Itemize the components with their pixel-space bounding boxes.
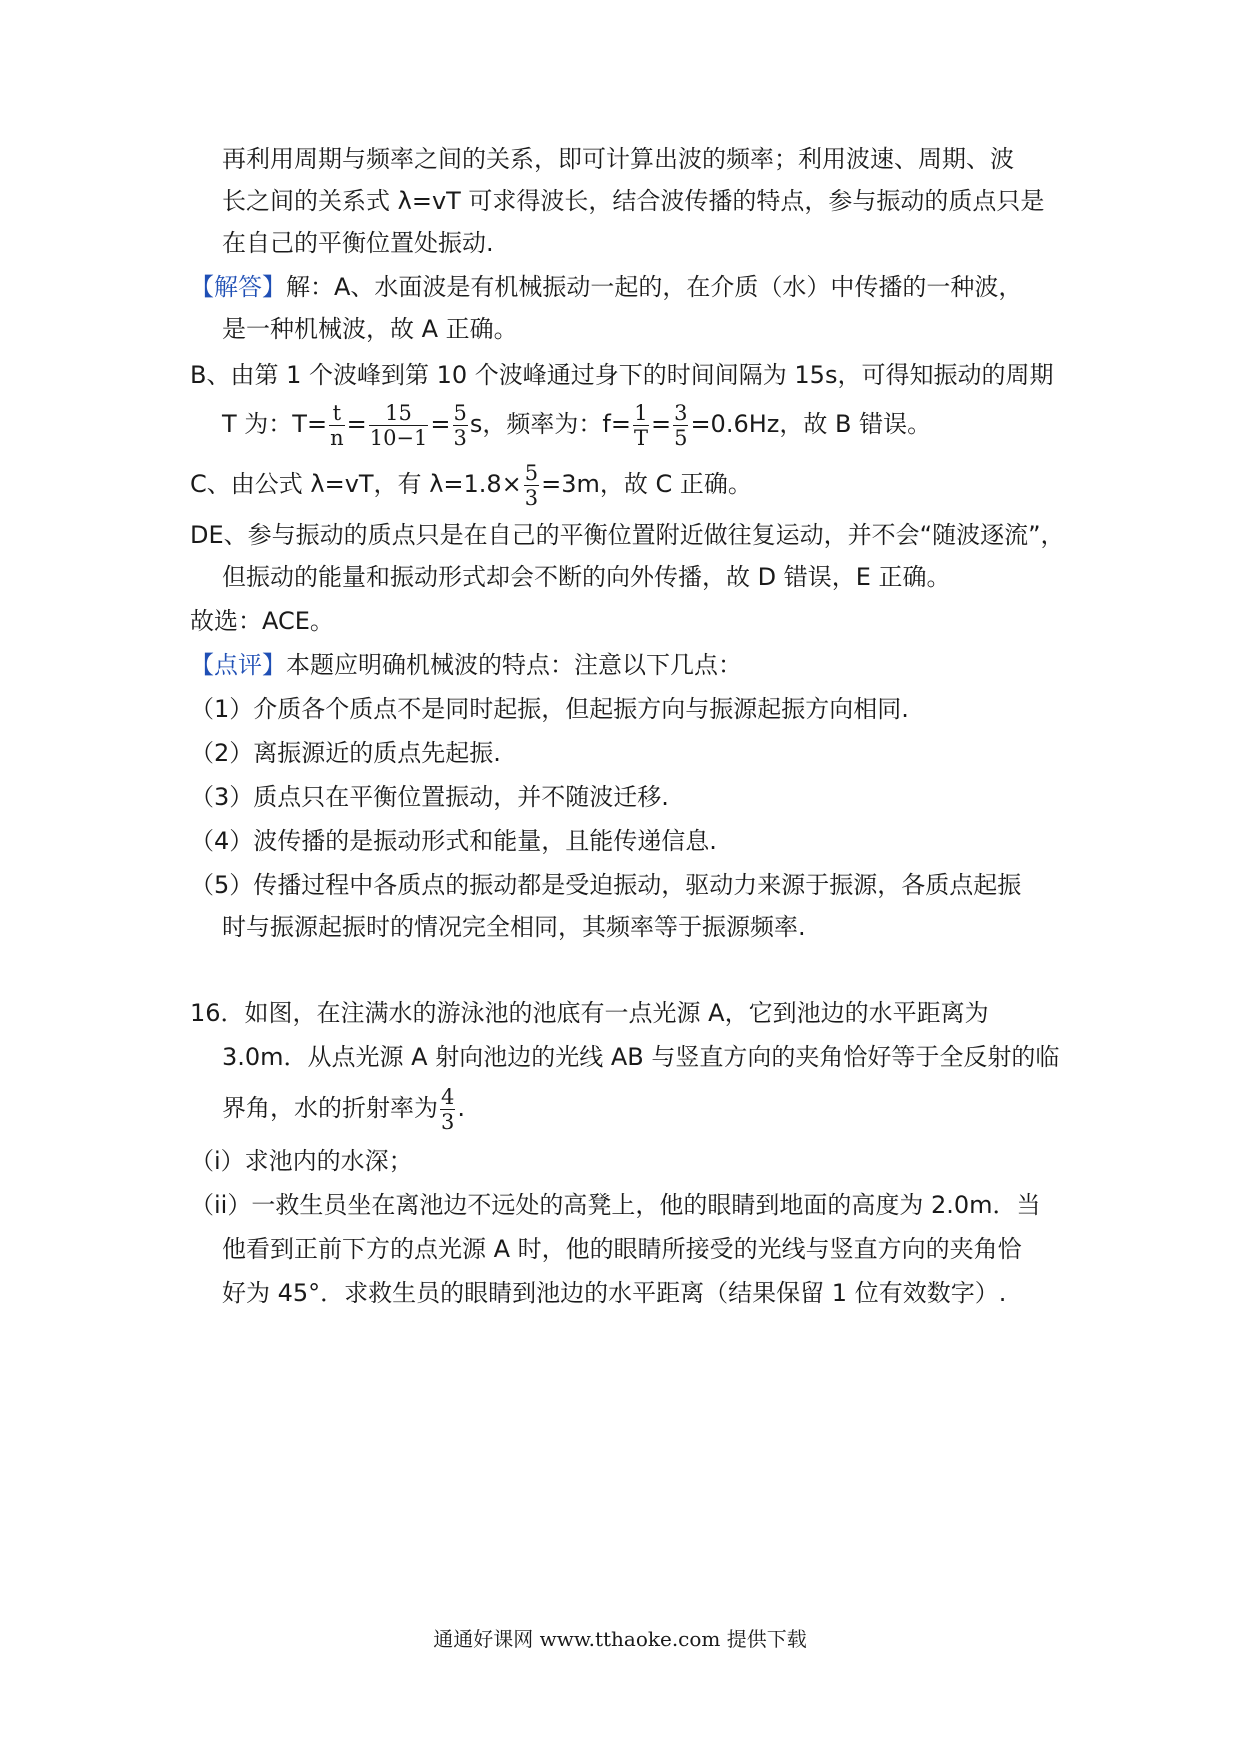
equals-sign: = (430, 410, 451, 438)
text-line: B、由第 1 个波峰到第 10 个波峰通过身下的时间间隔为 15s，可得知振动的周期 (190, 361, 1054, 389)
sub-question: 好为 45°．求救生员的眼睛到池边的水平距离（结果保留 1 位有效数字）. (222, 1279, 1007, 1307)
fraction-numerator: 5 (453, 400, 467, 425)
fraction-numerator: 3 (674, 400, 688, 425)
fraction-numerator: 1 (634, 400, 648, 425)
formula-line-c (190, 458, 752, 510)
fraction-denominator: 5 (674, 425, 688, 450)
comment-tag: 【点评】 (190, 651, 286, 679)
fraction-5-3 (524, 461, 539, 510)
page-footer: 通通好课网 www.tthaoke.com 提供下载 (433, 1627, 807, 1651)
equals-sign: = (650, 410, 672, 438)
fraction-1-T (633, 401, 649, 450)
fraction-15 (369, 401, 429, 450)
list-item: （1）介质各个质点不是同时起振，但起振方向与振源起振方向相同. (190, 695, 909, 723)
text-line: 在自己的平衡位置处振动. (222, 229, 494, 257)
text-line: 再利用周期与频率之间的关系，即可计算出波的频率；利用波速、周期、波 (222, 145, 1014, 173)
fraction-numerator: t (329, 401, 345, 426)
fraction-numerator: 15 (369, 401, 429, 426)
fraction-denominator: T (633, 425, 648, 450)
answer-line (190, 270, 1022, 304)
formula-text: =3m，故 C 正确。 (541, 470, 752, 498)
formula-line-b (222, 398, 931, 450)
sub-question: 他看到正前下方的点光源 A 时，他的眼睛所接受的光线与竖直方向的夹角恰 (222, 1235, 1022, 1263)
comment-text: 本题应明确机械波的特点：注意以下几点： (286, 651, 742, 679)
fraction-denominator: 10−1 (369, 425, 428, 450)
list-item: （2）离振源近的质点先起振. (190, 739, 501, 767)
text-line: DE、参与振动的质点只是在自己的平衡位置附近做往复运动，并不会“随波逐流”， (190, 521, 1065, 549)
formula-text: C、由公式 λ=vT，有 λ=1.8× (190, 470, 522, 498)
list-item: （5）传播过程中各质点的振动都是受迫振动，驱动力来源于振源，各质点起振 (190, 871, 1022, 899)
question-line: 3.0m．从点光源 A 射向池边的光线 AB 与竖直方向的夹角恰好等于全反射的临 (222, 1043, 1060, 1071)
text-line: 故选：ACE。 (190, 607, 334, 635)
formula-text: =0.6Hz，故 B 错误。 (690, 410, 932, 438)
list-item: （3）质点只在平衡位置振动，并不随波迁移. (190, 783, 669, 811)
equals-sign: = (346, 410, 367, 438)
fraction-4-3 (440, 1085, 455, 1134)
formula-text: s，频率为：f= (469, 410, 631, 438)
question-line: 16．如图，在注满水的游泳池的池底有一点光源 A，它到池边的水平距离为 (190, 999, 989, 1027)
question-text: . (457, 1094, 466, 1122)
fraction-3-5 (673, 401, 688, 450)
fraction-numerator: 4 (441, 1084, 455, 1109)
fraction-denominator: 3 (441, 1109, 455, 1134)
fraction-numerator: 5 (524, 460, 539, 485)
answer-tag: 【解答】 (190, 273, 286, 301)
text-line: 长之间的关系式 λ=vT 可求得波长，结合波传播的特点，参与振动的质点只是 (222, 187, 1045, 215)
fraction-t-n (329, 401, 345, 450)
list-item: 时与振源起振时的情况完全相同，其频率等于振源频率. (222, 913, 806, 941)
sub-question: （ii）一救生员坐在离池边不远处的高凳上，他的眼睛到地面的高度为 2.0m．当 (190, 1191, 1041, 1219)
list-item: （4）波传播的是振动形式和能量，且能传递信息. (190, 827, 717, 855)
fraction-denominator: 3 (453, 425, 467, 450)
fraction-5-3 (453, 401, 468, 450)
fraction-denominator: n (330, 425, 344, 450)
formula-text: T 为：T= (222, 410, 328, 438)
sub-question: （i）求池内的水深； (190, 1147, 413, 1175)
question-formula-line (222, 1082, 465, 1134)
answer-text: 解：A、水面波是有机械振动一起的，在介质（水）中传播的一种波， (286, 273, 1023, 301)
question-text: 界角，水的折射率为 (222, 1094, 438, 1122)
text-line: 是一种机械波，故 A 正确。 (222, 315, 518, 343)
comment-line (190, 648, 742, 682)
text-line: 但振动的能量和振动形式却会不断的向外传播，故 D 错误，E 正确。 (222, 563, 951, 591)
fraction-denominator: 3 (524, 485, 539, 510)
